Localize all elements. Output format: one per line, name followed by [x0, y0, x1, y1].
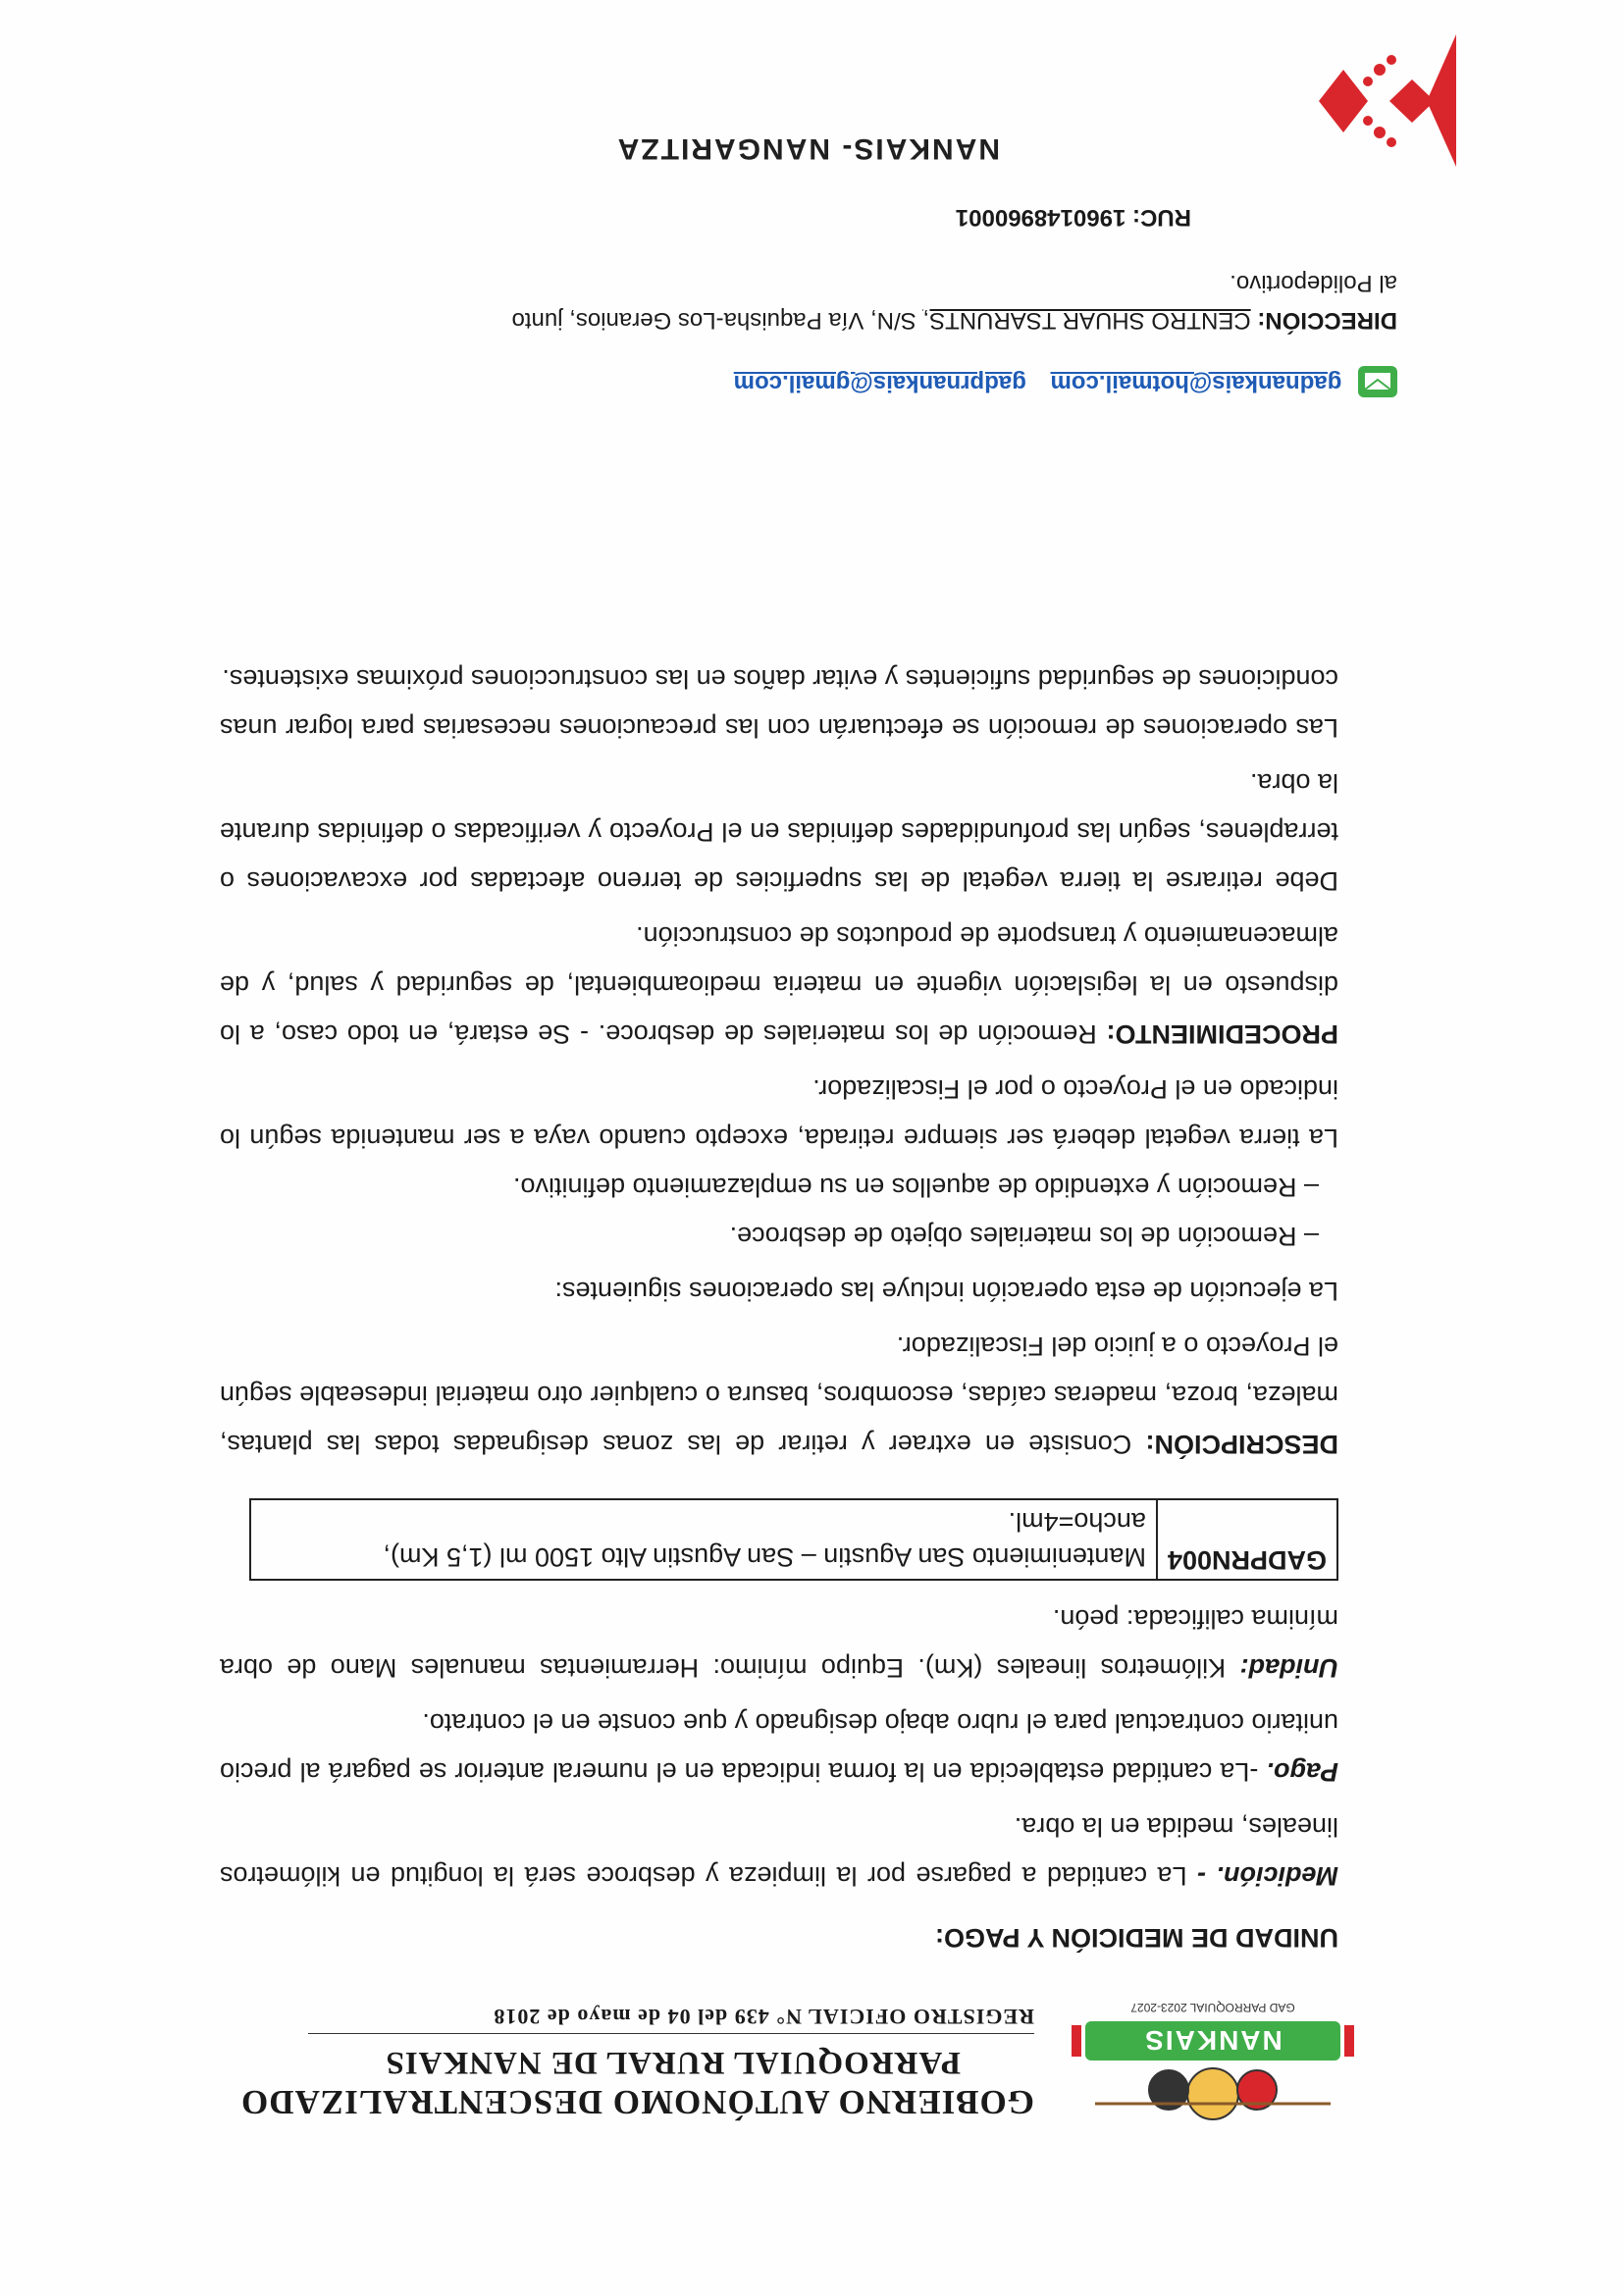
logo-caption: GAD PARROQUIAL 2023-2027: [1130, 2001, 1295, 2014]
address-place: CENTRO SHUAR TSARUNTS,: [922, 307, 1251, 334]
operaciones-paragraph: Las operaciones de remoción se efectuarán con las precauciones necesarias para lograr unas condiciones de seguridad suficientes y evitar daños en las construcciones próximas existentes.: [220, 664, 1338, 743]
unidad-text: Kilómetros lineales (Km). Equipo mínimo: Herramientas manuales Mano de obra mínima calificada: peón.: [220, 1604, 1338, 1683]
table-row: [250, 1499, 1337, 1580]
descripcion-paragraph: [220, 1322, 1338, 1469]
unidad-paragraph: [220, 1594, 1338, 1693]
descripcion-text: Consiste en extraer y retirar de las zonas designadas todas las plantas, maleza, broza, maderas caídas, escombros, basura o cualquier otro material indeseable según el Proyecto o a juicio del Fiscalizador.: [220, 1331, 1338, 1459]
pago-text: -La cantidad establecida en la forma indicada en el numeral anterior se pagará al precio unitario contractual para el rubro abajo designado y que conste en el contrato.: [220, 1708, 1338, 1787]
unidad-lead: Unidad:: [1239, 1653, 1338, 1683]
pago-paragraph: [220, 1698, 1338, 1797]
brand-name: NANKAIS- NANGARITZA: [615, 132, 1000, 165]
procedimiento-paragraph: [220, 912, 1338, 1059]
gov-subtitle: PARROQUIAL RURAL DE NANKAIS: [385, 2045, 961, 2080]
address-label: DIRECCIÓN:: [1257, 307, 1397, 334]
descripcion-lead: DESCRIPCIÓN:: [1145, 1430, 1338, 1459]
ruc-number: RUC: 1960148960001: [955, 204, 1191, 231]
registry-line: REGISTRO OFICIAL N° 439 del 04 de mayo de 2018: [308, 2004, 1034, 2034]
address-rest: S/N, Vía Paquisha-Los Geranios, junto al Polideportivo.: [511, 270, 1397, 334]
mail-icon: [1358, 366, 1397, 397]
procedimiento-lead: PROCEDIMIENTO:: [1106, 1019, 1338, 1049]
procedimiento-text: Remoción de los materiales de desbroce. - Se estará, en todo caso, a lo dispuesto en la legislación vigente en materia medioambiental, de seguridad y salud, y de almacenamiento y transporte de productos de construcción.: [220, 921, 1338, 1049]
medicion-lead: Medición. -: [1197, 1861, 1338, 1891]
diamond-pattern-logo: [1309, 29, 1466, 172]
tierra-paragraph: La tierra vegetal deberá ser siempre retirada, excepto cuando vaya a ser mantenida según lo indicado en el Proyecto o por el Fiscalizador.: [220, 1074, 1338, 1153]
retirarse-paragraph: Debe retirarse la tierra vegetal de las superficies de terreno afectadas por excavaciones o terraplenes, según las profundidades definidas en el Proyecto y verificadas o definidas durante la obra.: [220, 768, 1338, 896]
email-link-gmail[interactable]: gadprnankais@gmail.com: [733, 369, 1026, 396]
nankais-logo: [1066, 1984, 1360, 2131]
list-item: – Remoción de los materiales objeto de desbroce.: [729, 1222, 1319, 1251]
list-item: – Remoción y extendido de aquellos en su emplazamiento definitivo.: [513, 1173, 1319, 1202]
item-description: Mantenimiento San Agustin – San Agustin Alto 1500 ml (1,5 Km), ancho=4ml.: [250, 1499, 1157, 1580]
medicion-paragraph: [220, 1802, 1338, 1901]
medicion-text: La cantidad a pagarse por la limpieza y desbroce será la longitud en kilómetros lineales, medida en la obra.: [219, 1812, 1338, 1891]
email-link-hotmail[interactable]: gadnankais@hotmail.com: [1050, 369, 1342, 396]
item-code: GADPRN004: [1157, 1499, 1337, 1580]
section-title: UNIDAD DE MEDICIÓN Y PAGO:: [934, 1923, 1338, 1953]
header-titles: [240, 2004, 1034, 2121]
address-block: [495, 264, 1397, 339]
logo-wordmark: NANKAIS: [1143, 2025, 1283, 2056]
email-row: [716, 366, 1397, 397]
gov-title: GOBIERNO AUTÓNOMO DESCENTRALIZADO: [240, 2083, 1034, 2121]
ejecucion-paragraph: La ejecución de esta operación incluye las operaciones siguientes:: [554, 1277, 1338, 1306]
pago-lead: Pago.: [1266, 1757, 1338, 1787]
document-body: [220, 649, 1338, 1953]
item-table: [249, 1498, 1338, 1581]
